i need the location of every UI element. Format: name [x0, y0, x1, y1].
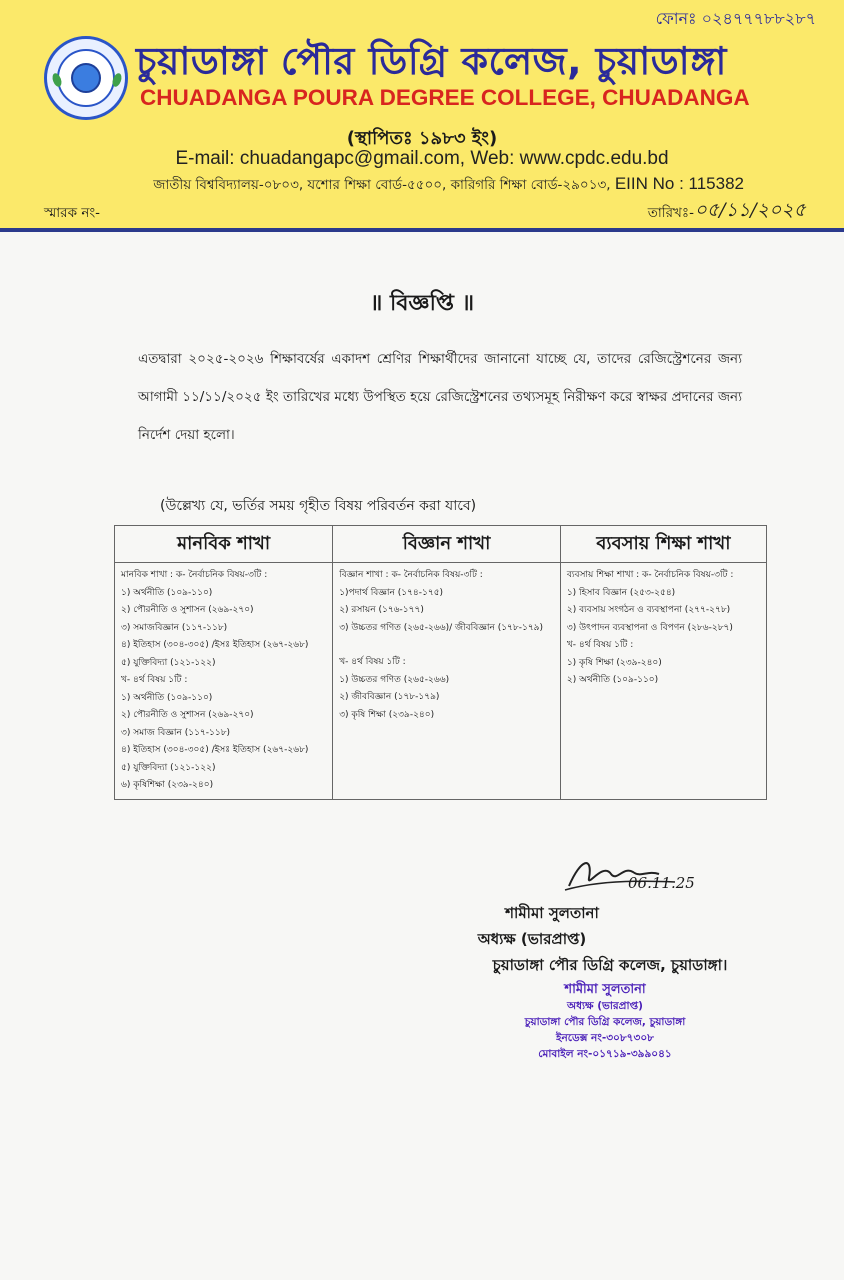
list-item: ৩) উচ্চতর গণিত (২৬৫-২৬৬)/ জীববিজ্ঞান (১৭৮-১৭৯)	[339, 622, 544, 633]
humanities-subjects	[115, 563, 333, 800]
memo-number-label: স্মারক নং-	[44, 205, 101, 221]
list-item: ২) পৌরনীতি ও সুশাসন (২৬৯-২৭০)	[121, 710, 254, 720]
header-divider	[0, 228, 844, 232]
notice-paragraph: এতদ্বারা ২০২৫-২০২৬ শিক্ষাবর্ষের একাদশ শ্রেণির শিক্ষার্থীদের জানানো যাচ্ছে যে, তাদের রেজিস্ট্রেশনের জন্য আগামী ১১/১১/২০২৫ ইং তারিখের মধ্যে উপস্থিত হয়ে রেজিস্ট্রেশনের তথ্যসমূহ নিরীক্ষণ করে স্বাক্ষর প্রদানের জন্য নির্দেশ দেয়া হলো।	[138, 351, 742, 443]
college-title-english: CHUADANGA POURA DEGREE COLLEGE, CHUADANGA	[140, 85, 750, 110]
business-subjects	[560, 563, 766, 800]
list-item: ৫) যুক্তিবিদ্যা (১২১-১২২)	[121, 657, 216, 668]
handwritten-date: ০৫/১১/২০২৫	[694, 199, 806, 221]
header-science: বিজ্ঞান শাখা	[333, 526, 561, 563]
list-item: মানবিক শাখা : ক- নৈর্বাচনিক বিষয়-৩টি :	[121, 570, 268, 580]
seal-designation: অধ্যক্ষ (ভারপ্রাপ্ত)	[567, 1000, 643, 1012]
list-item: ৩) উৎপাদন ব্যবস্থাপনা ও বিপণন (২৮৬-২৮৭)	[566, 622, 733, 633]
principal-designation: অধ্যক্ষ (ভারপ্রাপ্ত)	[477, 930, 587, 948]
list-item: ২) পৌরনীতি ও সুশাসন (২৬৯-২৭০)	[121, 605, 254, 615]
list-item: ২) জীববিজ্ঞান (১৭৮-১৭৯)	[339, 692, 440, 702]
list-item: ২) ব্যবসায় সংগঠন ও ব্যবস্থাপনা (২৭৭-২৭৮)	[566, 605, 731, 615]
list-spacer	[339, 637, 554, 654]
principal-college: চুয়াডাঙ্গা পৌর ডিগ্রি কলেজ, চুয়াডাঙ্গা।	[492, 956, 728, 974]
principal-name: শামীমা সুলতানা	[505, 904, 599, 922]
seal-mobile: মোবাইল নং-০১৭১৯-৩৯৯০৪১	[538, 1048, 672, 1060]
signature-date: 06.11.25	[628, 874, 695, 892]
notice-title: ॥ বিজ্ঞপ্তি ॥	[369, 291, 475, 316]
list-item: ৬) কৃষিশিক্ষা (২৩৯-২৪০)	[121, 780, 214, 790]
list-item: খ- ৪র্থ বিষয় ১টি :	[566, 640, 634, 650]
list-item: ২) অর্থনীতি (১০৯-১১০)	[566, 675, 659, 685]
date-label: তারিখঃ-	[647, 205, 694, 221]
list-item: ১) অর্থনীতি (১০৯-১১০)	[121, 587, 213, 598]
seal-name: শামীমা সুলতানা	[564, 982, 646, 997]
official-seal	[470, 982, 740, 1062]
board-codes: জাতীয় বিশ্ববিদ্যালয়-০৮০৩, যশোর শিক্ষা বোর্ড-৫৫০০, কারিগরি শিক্ষা বোর্ড-২৯০১৩,	[153, 177, 611, 193]
seal-index: ইনডেক্স নং-৩০৮৭৩০৮	[556, 1032, 654, 1044]
list-item: ব্যবসায় শিক্ষা শাখা : ক- নৈর্বাচনিক বিষয়-৩টি :	[566, 570, 734, 580]
letterhead	[0, 0, 844, 228]
list-item: ৩) কৃষি শিক্ষা (২৩৯-২৪০)	[339, 709, 435, 720]
science-subjects	[333, 563, 561, 800]
header-humanities: মানবিক শাখা	[115, 526, 333, 563]
list-item: ১) অর্থনীতি (১০৯-১১০)	[121, 692, 213, 703]
list-item: বিজ্ঞান শাখা : ক- নৈর্বাচনিক বিষয়-৩টি :	[339, 570, 483, 580]
list-item: ৩) সমাজ বিজ্ঞান (১১৭-১১৮)	[121, 727, 231, 738]
header-business: ব্যবসায় শিক্ষা শাখা	[560, 526, 766, 563]
list-item: খ- ৪র্থ বিষয় ১টি :	[121, 675, 188, 685]
college-logo-icon	[44, 36, 128, 120]
list-item: ৪) ইতিহাস (৩০৪-৩০৫) /ইসঃ ইতিহাস (২৬৭-২৬৮)	[121, 745, 309, 755]
list-item: খ- ৪র্থ বিষয় ১টি :	[339, 657, 406, 667]
list-item: ১)পদার্থ বিজ্ঞান (১৭৪-১৭৫)	[339, 587, 444, 598]
eiin-number: EIIN No : 115382	[614, 174, 744, 193]
list-item: ৫) যুক্তিবিদ্যা (১২১-১২২)	[121, 762, 216, 773]
notice-note: (উল্লেখ্য যে, ভর্তির সময় গৃহীত বিষয় পরিবর্তন করা যাবে)	[160, 498, 477, 514]
list-item: ১) কৃষি শিক্ষা (২৩৯-২৪০)	[566, 657, 662, 668]
list-item: ২) রসায়ন (১৭৬-১৭৭)	[339, 605, 424, 615]
seal-college: চুয়াডাঙ্গা পৌর ডিগ্রি কলেজ, চুয়াডাঙ্গা	[524, 1016, 686, 1028]
established-year: (স্থাপিতঃ ১৯৮৩ ইং)	[346, 128, 498, 149]
college-title-bangla: চুয়াডাঙ্গা পৌর ডিগ্রি কলেজ, চুয়াডাঙ্গা	[136, 39, 727, 83]
institution-codes	[153, 174, 744, 197]
subject-table	[114, 525, 767, 800]
list-item: ৪) ইতিহাস (৩০৪-৩০৫) /ইসঃ ইতিহাস (২৬৭-২৬৮)	[121, 640, 309, 650]
contact-line: E-mail: chuadangapc@gmail.com, Web: www.cpdc.edu.bd	[175, 148, 669, 169]
list-item: ১) উচ্চতর গণিত (২৬৫-২৬৬)	[339, 674, 450, 685]
logo-core	[71, 63, 101, 93]
list-item: ১) হিসাব বিজ্ঞান (২৫৩-২৫৪)	[566, 587, 676, 598]
list-item: ৩) সমাজবিজ্ঞান (১১৭-১১৮)	[121, 622, 228, 633]
phone-number: ফোনঃ ০২৪৭৭৭৮৮২৮৭	[655, 9, 816, 28]
